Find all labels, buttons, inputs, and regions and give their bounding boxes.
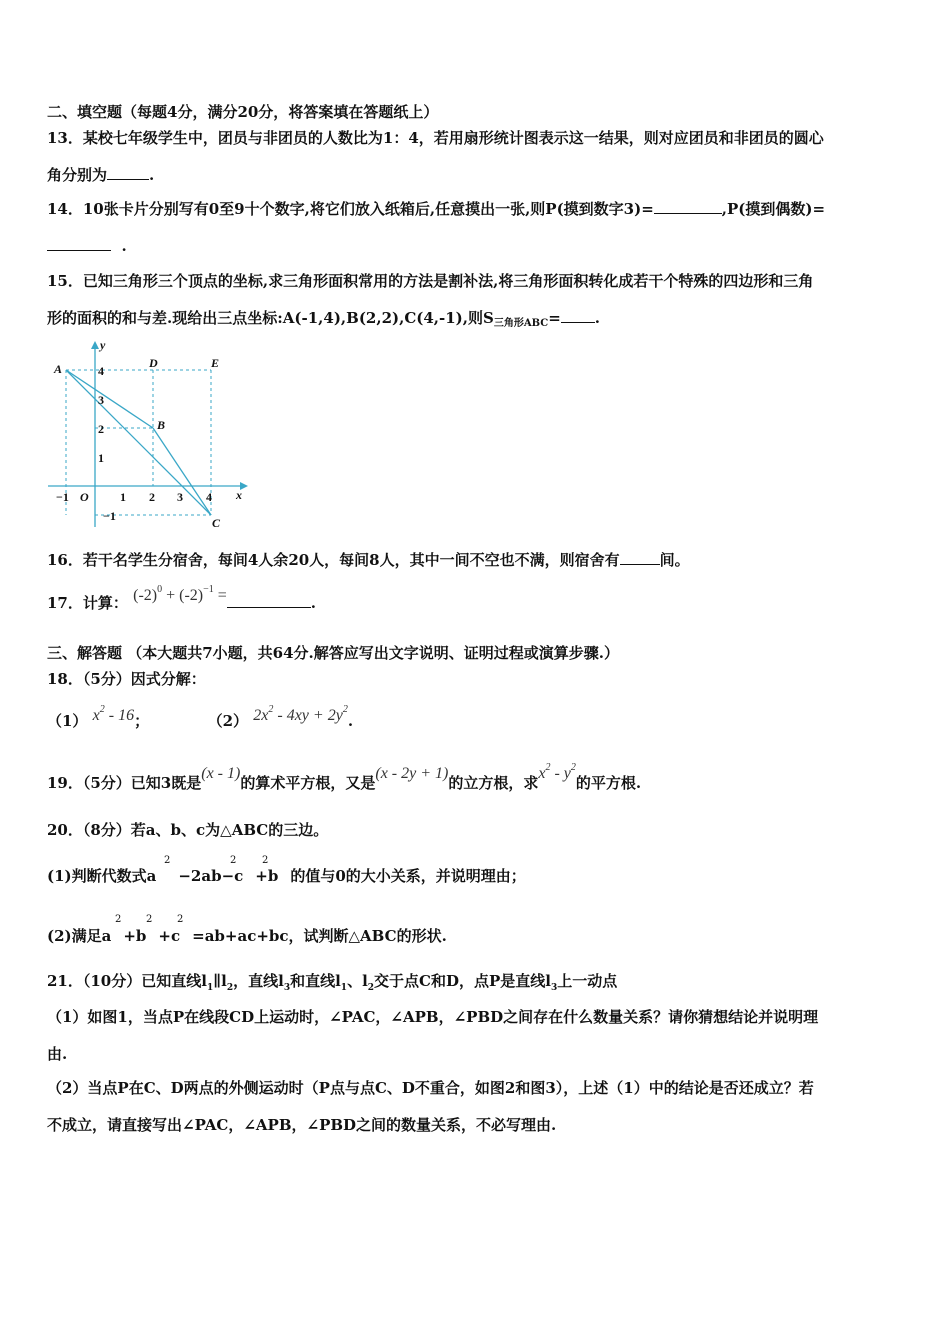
q16-text: 16．若干名学生分宿舍，每间4人余20人，每间8人，其中一间不空也不满，则宿舍有	[47, 551, 620, 569]
q15-line2	[47, 308, 600, 331]
exponent-2: 2	[115, 914, 122, 925]
q13-line1: 13．某校七年级学生中，团员与非团员的人数比为1：4，若用扇形统计图表示这一结果，则对应团员和非团员的圆心	[47, 129, 824, 147]
q18-p2-expr: $2x^2 - 4xy + 2y^2$	[253, 704, 348, 724]
q15-end: .	[594, 309, 601, 327]
origin-label: O	[80, 490, 89, 504]
q18-p1-expr: $x^2 - 16$	[92, 704, 135, 724]
ytick-2: 2	[98, 422, 104, 436]
q13-text: 角分别为	[47, 166, 108, 184]
exponent-2: 2	[262, 855, 269, 866]
q17-label: 17．计算：	[47, 594, 128, 612]
q19	[47, 762, 642, 796]
x-axis-label: x	[236, 488, 242, 502]
answer-blank[interactable]	[654, 199, 722, 214]
q21-line2: （1）如图1，当点P在线段CD上运动时，∠PAC，∠APB，∠PBD之间存在什么数量关系？请你猜想结论并说明理	[47, 1008, 819, 1026]
q18-title: 18．（5分）因式分解：	[47, 670, 206, 688]
q20-title: 20．（8分）若a、b、c为△ABC的三边。	[47, 821, 329, 839]
q14-end: .	[121, 237, 127, 255]
q21-line5: 不成立，请直接写出∠PAC，∠APB，∠PBD之间的数量关系，不必写理由.	[47, 1116, 557, 1134]
xtick-3: 3	[177, 490, 183, 504]
point-c-label: C	[212, 516, 221, 530]
q19-expr-2: (x - 2y + 1)	[375, 765, 449, 782]
q20-part1: (1)判断代数式a −2ab−c +b 的值与0的大小关系，并说明理由；	[47, 867, 526, 885]
answer-blank[interactable]	[620, 550, 660, 565]
ytick-m1: −1	[103, 509, 116, 523]
q18-p2-label: （2）	[207, 712, 249, 730]
q16	[47, 550, 690, 570]
q13-end: .	[149, 166, 155, 184]
answer-blank[interactable]	[107, 165, 149, 180]
segment-ab	[66, 370, 153, 428]
xtick-1: 1	[120, 490, 126, 504]
q19-text-b: 的算术平方根，又是	[240, 774, 376, 792]
q18-parts	[47, 704, 354, 734]
q14-text: 14．10张卡片分别写有0至9十个数字,将它们放入纸箱后,任意摸出一张,则P(摸到数字3)=	[47, 200, 654, 218]
q19-text-d: 的平方根.	[575, 774, 642, 792]
q13-line2	[47, 165, 154, 185]
q16-end: 间。	[659, 551, 690, 569]
y-axis-label: y	[100, 338, 106, 352]
q21-line3: 由.	[47, 1045, 68, 1063]
exponent-2: 2	[177, 914, 184, 925]
q21-line1: 21．（10分）已知直线$l_1\parallel l_2$，直线$l_3$和直线$l_1$、$l_2$交于点C和D，点P是直线$l_3$上一动点	[47, 972, 618, 993]
exponent-2: 2	[146, 914, 153, 925]
q18-p2-end: .	[347, 712, 354, 730]
xtick-m1: −1	[56, 490, 69, 504]
q18-p1-end: ；	[134, 712, 150, 730]
q21-line4: （2）当点P在C、D两点的外侧运动时（P点与点C、D不重合，如图2和图3），上述（1）中的结论是否还成立？若	[47, 1079, 814, 1097]
q19-expr-1: (x - 1)	[201, 765, 241, 782]
q14-line2	[47, 236, 127, 256]
y-axis-arrow	[91, 341, 99, 349]
ytick-3: 3	[98, 393, 104, 407]
section-2-heading: 二、填空题（每题4分，满分20分，将答案填在答题纸上）	[47, 103, 439, 121]
answer-blank[interactable]	[47, 236, 111, 251]
q19-text-c: 的立方根，求	[448, 774, 539, 792]
exponent-2: 2	[164, 855, 171, 866]
q15-subscript: 三角形ABC	[493, 318, 549, 329]
q20-part2: (2)满足a +b +c =ab+ac+bc，试判断△ABC的形状.	[47, 927, 447, 945]
answer-blank[interactable]	[561, 308, 595, 323]
point-b-label: B	[157, 418, 166, 432]
point-d-label: D	[149, 356, 158, 370]
q18-p1-label: （1）	[47, 712, 88, 730]
point-e-label: E	[211, 356, 220, 370]
coordinate-figure	[40, 335, 255, 535]
q17	[47, 584, 317, 616]
q15-line1: 15．已知三角形三个顶点的坐标,求三角形面积常用的方法是割补法,将三角形面积转化成若干个特殊的四边形和三角	[47, 272, 814, 290]
q14-line1	[47, 199, 825, 219]
q14-text-b: ,P(摸到偶数)=	[721, 200, 826, 218]
q19-expr-3: $x^2 - y^2$	[538, 762, 576, 782]
xtick-2: 2	[149, 490, 155, 504]
q15-text: 形的面积的和与差.现给出三点坐标:A(-1,4),B(2,2),C(4,-1),则S	[47, 309, 494, 327]
q15-eq: =	[548, 309, 561, 327]
exponent-2: 2	[230, 855, 237, 866]
q19-text-a: 19．（5分）已知3既是	[47, 774, 202, 792]
section-3-heading: 三、解答题 （本大题共7小题，共64分.解答应写出文字说明、证明过程或演算步骤.）	[47, 644, 619, 662]
ytick-1: 1	[98, 451, 104, 465]
point-a-label: A	[54, 362, 63, 376]
q17-end: .	[310, 594, 317, 612]
q17-expression: $(-2)^0 + (-2)^{-1}$ =	[133, 584, 227, 604]
answer-blank[interactable]	[227, 593, 311, 608]
ytick-4: 4	[98, 364, 104, 378]
xtick-4: 4	[206, 490, 212, 504]
